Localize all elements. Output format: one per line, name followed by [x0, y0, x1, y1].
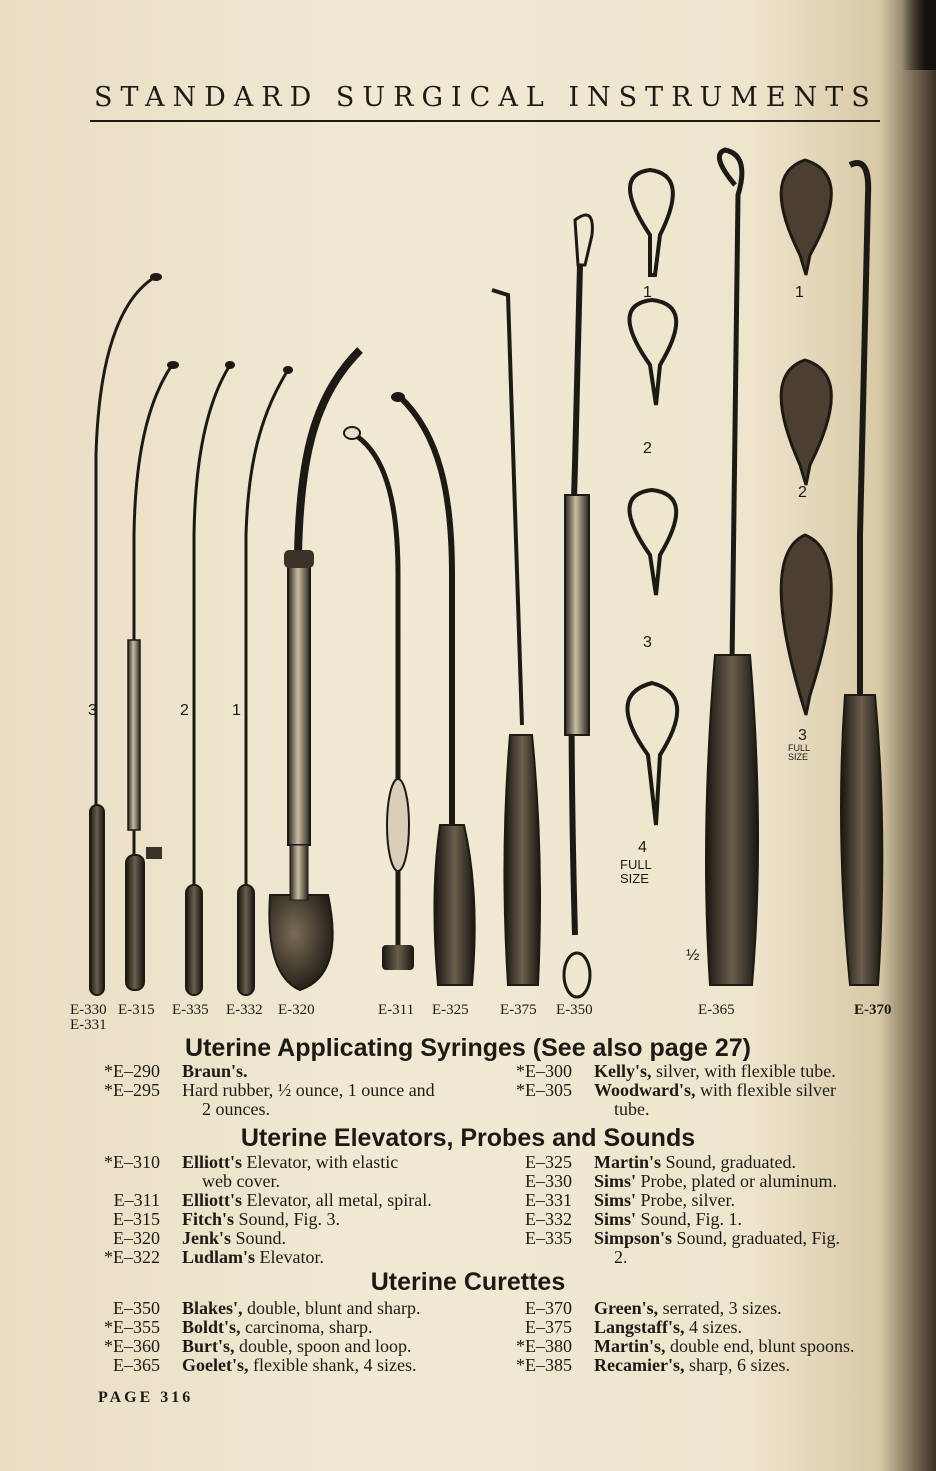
instrument-e370-loops	[781, 160, 831, 715]
numeral-e335: 2	[180, 702, 189, 719]
figure-label: E-331	[70, 1017, 107, 1033]
section-title-paren: (See also page 27)	[532, 1034, 751, 1062]
instrument-e370	[841, 163, 882, 985]
half-size-mark: ½	[686, 947, 700, 964]
figure-label: E-350	[556, 1002, 593, 1018]
figure-label: E-332	[226, 1002, 263, 1018]
curette-size: SIZE	[620, 871, 649, 886]
curette-full: FULL	[620, 857, 652, 872]
instrument-e335	[186, 361, 235, 995]
figure-label: E-325	[432, 1002, 469, 1018]
page-number: PAGE 316	[98, 1389, 194, 1406]
section-title-main: Uterine Applicating Syringes	[185, 1034, 526, 1062]
figure-label: E-365	[698, 1002, 735, 1018]
numeral-e330: 3	[88, 702, 97, 719]
instrument-e315	[126, 361, 179, 990]
curette-right-size-2: 2	[798, 484, 807, 501]
instrument-e311	[344, 427, 414, 970]
instrument-e365-loops	[627, 170, 677, 825]
curette-size-2: 2	[643, 440, 652, 457]
section-title	[0, 1124, 936, 1153]
instrument-e375	[492, 290, 540, 985]
curette-size-4: 4	[638, 839, 647, 856]
page-edge-shadow	[902, 0, 936, 70]
figure-label: E-311	[378, 1002, 415, 1018]
figure-labels	[0, 1002, 936, 1038]
figure-label: E-320	[278, 1002, 315, 1018]
curette-right-size: SIZE	[788, 752, 809, 762]
section-title	[0, 1034, 936, 1063]
running-head: STANDARD SURGICAL INSTRUMENTS	[94, 82, 878, 113]
instrument-e320	[269, 350, 360, 990]
instrument-e325	[391, 392, 475, 985]
numeral-e332: 1	[232, 702, 241, 719]
curette-right-size-1: 1	[795, 284, 804, 301]
figure-label: E-330	[70, 1002, 107, 1018]
curette-size-3: 3	[643, 634, 652, 651]
figure-label: E-370	[854, 1002, 892, 1018]
instrument-e350	[564, 215, 592, 997]
curette-right-size-3: 3	[798, 727, 807, 744]
figure-label: E-315	[118, 1002, 155, 1018]
section-title-main: Uterine Curettes	[370, 1268, 566, 1296]
figure-label: E-375	[500, 1002, 537, 1018]
header-rule	[90, 120, 880, 122]
instrument-e365	[706, 150, 758, 985]
section-title	[0, 1268, 936, 1297]
section-title-main: Uterine Elevators, Probes and Sounds	[240, 1124, 696, 1152]
instrument-illustration	[60, 135, 890, 1005]
figure-label: E-335	[172, 1002, 209, 1018]
curette-right-full: FULL	[788, 743, 811, 753]
curette-size-1: 1	[643, 284, 652, 301]
